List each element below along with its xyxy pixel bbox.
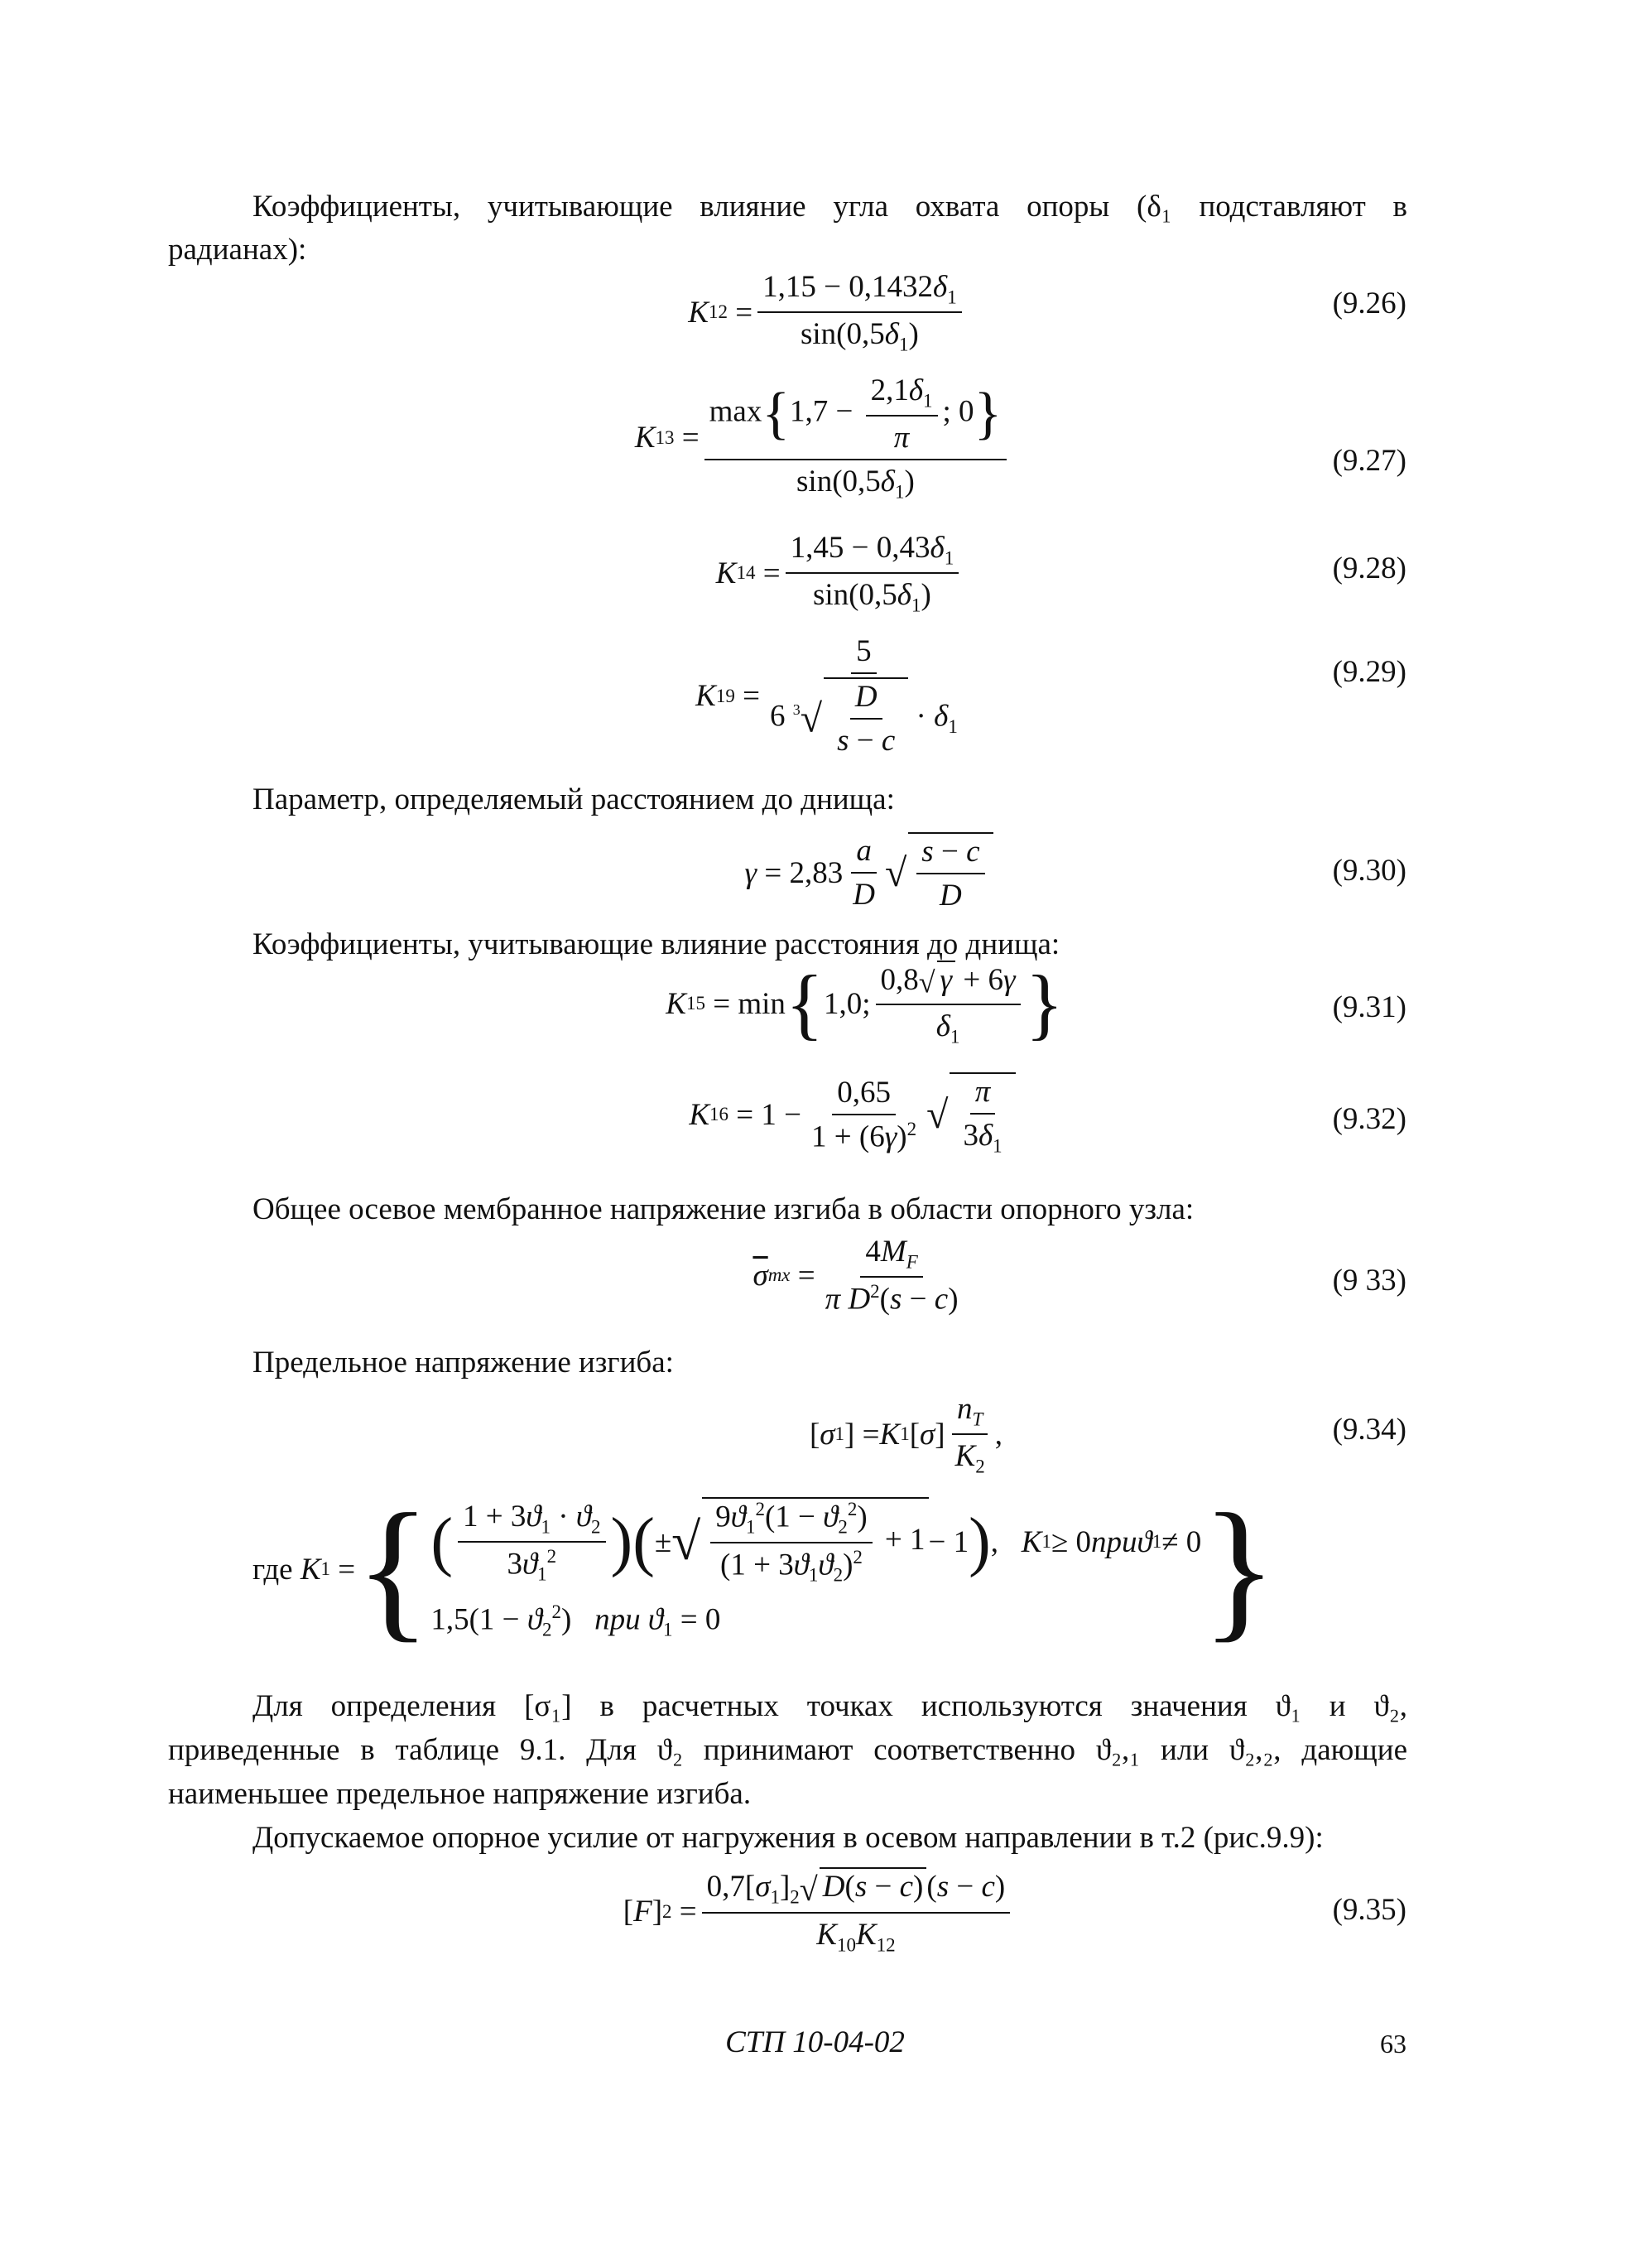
formula-9-31: K 15 = min { 1,0; $\frac{0,8√ \gamma + 6\gamma}{\delta_1}$ } xyxy=(666,959,1064,1048)
equation-number: (9.28) xyxy=(1332,551,1406,585)
formula-9-30: γ = 2,83 $\frac{a}{D}$ √ $\frac{s - c}{D}$ xyxy=(0,832,1630,913)
formula-9-33: $\overline{\sigma}$ mx = $\frac{4M_F}{\pi D^2(s - c)}$ xyxy=(752,1235,959,1317)
equation-number: (9 33) xyxy=(1332,1264,1406,1298)
formula-9-35: [ F ] 2 = $\frac{0,7[\sigma_1]_2√ D(s - c) (s - c)}{K_{10}K_{12}}$ xyxy=(0,1867,1630,1956)
formula-9-32: K 16 = 1 − $\frac{0,65}{1 + (6\gamma)^2}$ √ $\frac{\pi}{3\delta_1}$ xyxy=(0,1072,1630,1157)
paragraph-angle-coefficients: Коэффициенты, учитывающие влияние угла охвата опоры (δ₁ подставляют в xyxy=(252,190,1407,224)
paragraph-limit-stress-usage: Для определения [σ₁] в расчетных точках используются значения ϑ₁ и ϑ₂, xyxy=(252,1689,1407,1723)
paragraph-limit-stress-usage-2: приведенные в таблице 9.1. Для ϑ₂ принимают соответственно ϑ₂,₁ или ϑ₂,₂, дающие xyxy=(168,1733,1407,1767)
equation-number: (9.26) xyxy=(1332,287,1406,320)
formula-9-29: K 19 = 5 6 $^3$√ $\frac{D}{s - c}$ · $\delta_1$ xyxy=(695,634,958,758)
paragraph-limit-stress-usage-3: наименьшее предельное напряжение изгиба. xyxy=(168,1777,752,1811)
equation-number: (9.30) xyxy=(1332,854,1406,888)
formula-9-27: K 13 = max{1,7 − $\frac{2,1\delta_1}{\pi}$ ; 0} $\sin(0,5\delta_1)$ xyxy=(0,373,1630,503)
equation-number: (9.31) xyxy=(1332,990,1406,1024)
formula-k1-definition: где K 1 = { ( $\frac{1 + 3ϑ_1 \cdot ϑ_2}{3ϑ_1^2}$ ) ( ± √ $\frac{9ϑ_1^2(1 - ϑ_2^2)}{(1 + 3ϑ_1ϑ_2)^2}$ + 1 − 1 ) , K 1 ≥ 0 при ϑ 1 ≠ 0 $1,5(1 - ϑ_2^2)$ при $ϑ_1 = 0$ } xyxy=(252,1482,1277,1656)
paragraph-limit-stress: Предельное напряжение изгиба: xyxy=(252,1346,674,1380)
equation-number: (9.27) xyxy=(1332,444,1406,478)
equation-number: (9.29) xyxy=(1332,655,1406,689)
paragraph-membrane-stress: Общее осевое мембранное напряжение изгиба в области опорного узла: xyxy=(252,1192,1195,1226)
paragraph-angle-coefficients-cont: радианах): xyxy=(168,233,307,267)
paragraph-allowable-support-force: Допускаемое опорное усилие от нагружения в осевом направлении в т.2 (рис.9.9): xyxy=(252,1821,1324,1855)
equation-number: (9.35) xyxy=(1332,1893,1406,1927)
equation-number: (9.32) xyxy=(1332,1102,1406,1136)
page-number: 63 xyxy=(1380,2029,1406,2059)
equation-number: (9.34) xyxy=(1332,1413,1406,1447)
where-label: где xyxy=(252,1552,293,1587)
formula-9-28: K 14 = $\frac{1,45 - 0,43\delta_1}{\sin(0,5\delta_1)}$ xyxy=(0,530,1630,617)
paragraph-bottom-distance-parameter: Параметр, определяемый расстоянием до днища: xyxy=(252,782,895,816)
paragraph-bottom-distance-coefficients: Коэффициенты, учитывающие влияние расстояния до днища: xyxy=(252,927,1060,961)
formula-9-26: K 12 = $\frac{1,15 - 0,1432\delta_1}{\sin(0,5\delta_1)}$ xyxy=(0,269,1630,356)
footer-document-code: СТП 10-04-02 xyxy=(725,2025,905,2059)
formula-9-34: [ σ 1 ] = K 1 [ σ ] $\frac{n_T}{K_2}$ , xyxy=(809,1392,1003,1477)
